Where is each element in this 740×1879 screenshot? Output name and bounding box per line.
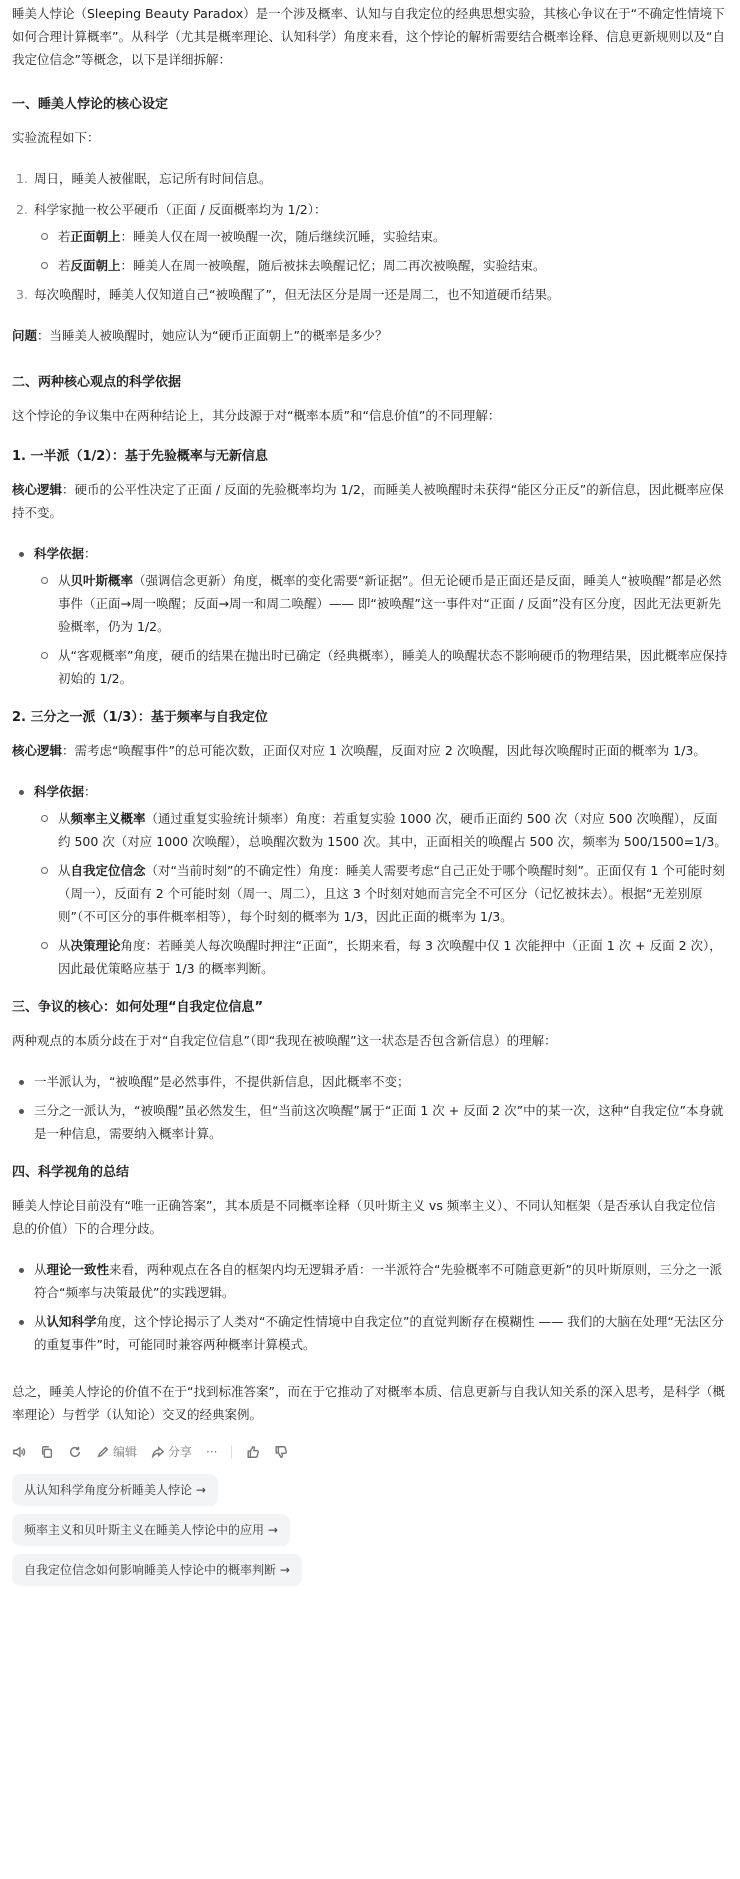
list-item: 从决策理论角度：若睡美人每次唤醒时押注“正面”，长期来看，每 3 次唤醒中仅 1 次能押中（正面 1 次 + 反面 2 次），因此最优策略应基于 1/3 的概率判断。 bbox=[34, 934, 728, 980]
list-item: 从自我定位信念（对“当前时刻”的不确定性）角度：睡美人需要考虑“自己正处于哪个唤醒时刻”。正面仅有 1 个可能时刻（周一），反面有 2 个可能时刻（周一、周二），且这 3 个时刻对她而言完全不可区分（记忆被抹去）。根据“无差别原则”（不可区分的事件概率相等），每个时刻的概率为 1/3，因此正面的概率为 1/3。 bbox=[34, 859, 728, 928]
list-number: 3. bbox=[16, 287, 28, 302]
section-4-lead: 睡美人悖论目前没有“唯一正确答案”，其本质是不同概率诠释（贝叶斯主义 vs 频率主义）、不同认知框架（是否承认自我定位信息的价值）下的合理分歧。 bbox=[12, 1198, 716, 1236]
section-3-heading: 三、争议的核心：如何处理“自我定位信息” bbox=[12, 1000, 264, 1015]
half-camp-logic: 核心逻辑：硬币的公平性决定了正面 / 反面的先验概率均为 1/2，而睡美人被唤醒时未获得“能区分正反”的新信息，因此概率应保持不变。 bbox=[12, 482, 724, 520]
list-item: 若正面朝上：睡美人仅在周一被唤醒一次，随后继续沉睡，实验结束。 bbox=[34, 225, 728, 248]
list-item: 一半派认为，“被唤醒”是必然事件，不提供新信息，因此概率不变； bbox=[12, 1070, 728, 1093]
half-camp-basis-list bbox=[12, 542, 728, 690]
list-item: 3. 每次唤醒时，睡美人仅知道自己“被唤醒了”，但无法区分是周一还是周二，也不知道硬币结果。 bbox=[12, 283, 728, 306]
suggestion-chip[interactable]: 频率主义和贝叶斯主义在睡美人悖论中的应用 → bbox=[12, 1514, 290, 1546]
list-item: 从频率主义概率（通过重复实验统计频率）角度：若重复实验 1000 次，硬币正面约 500 次（对应 500 次唤醒），反面约 500 次（对应 1000 次唤醒），总唤醒次数为 1500 次。其中，正面相关的唤醒占 500 次，频率为 500/1500=1/3。 bbox=[34, 807, 728, 853]
section-3-lead: 两种观点的本质分歧在于对“自我定位信息”（即“我现在被唤醒”这一状态是否包含新信息）的理解： bbox=[12, 1033, 557, 1048]
question-paragraph: 问题：当睡美人被唤醒时，她应认为“硬币正面朝上”的概率是多少？ bbox=[12, 328, 388, 343]
third-camp-title: 2. 三分之一派（1/3）：基于频率与自我定位 bbox=[12, 710, 268, 725]
conclusion-paragraph: 总之，睡美人悖论的价值不在于“找到标准答案”，而在于它推动了对概率本质、信息更新与自我认知关系的深入思考，是科学（概率理论）与哲学（认知论）交叉的经典案例。 bbox=[12, 1384, 725, 1422]
divider bbox=[231, 1445, 232, 1459]
list-item: 若反面朝上：睡美人在周一被唤醒，随后被抹去唤醒记忆；周二再次被唤醒，实验结束。 bbox=[34, 254, 728, 277]
section-1-lead: 实验流程如下： bbox=[12, 130, 100, 145]
suggested-questions bbox=[12, 1474, 728, 1594]
intro-paragraph: 睡美人悖论（Sleeping Beauty Paradox）是一个涉及概率、认知与自我定位的经典思想实验，其核心争议在于“不确定性情境下如何合理计算概率”。从科学（尤其是概率理论、认知科学）角度来看，这个悖论的解析需要结合概率诠释、信息更新规则以及“自我定位信念”等概念，以下是详细拆解： bbox=[12, 6, 725, 67]
third-camp-basis-list bbox=[12, 780, 728, 980]
list-item: 从理论一致性来看，两种观点在各自的框架内均无逻辑矛盾：一半派符合“先验概率不可随意更新”的贝叶斯原则，三分之一派符合“频率与决策最优”的实践逻辑。 bbox=[12, 1258, 728, 1304]
speaker-icon[interactable] bbox=[12, 1445, 26, 1459]
section-3-list bbox=[12, 1070, 728, 1145]
thumbs-up-icon[interactable] bbox=[246, 1445, 260, 1459]
list-number: 1. bbox=[16, 171, 28, 186]
list-item: 科学依据： 从频率主义概率（通过重复实验统计频率）角度：若重复实验 1000 次，硬币正面约 500 次（对应 500 次唤醒），反面约 500 次（对应 1000 次唤醒），总唤醒次数为 1500 次。其中，正面相关的唤醒占 500 次，频率为 500/1500=1/3。 从自我定位信念（对“当前时刻”的不确定性）角度：睡美人需要考虑“自己正处于哪个唤醒时刻”。正面仅有 1 个可能时刻（周一），反面有 2 个可能时刻（周一、周二），且这 3 个时刻对她而言完全不可区分（记忆被抹去）。根据“无差别原则”（不可区分的事件概率相等），每个时刻的概率为 1/3，因此正面的概率为 1/3。 从决策理论角度：若睡美人每次唤醒时押注“正面”，长期来看，每 3 次唤醒中仅 1 次能押中（正面 1 次 + 反面 2 次），因此最优策略应基于 1/3 的概率判断。 bbox=[12, 780, 728, 980]
message-actions bbox=[12, 1440, 728, 1464]
edit-icon bbox=[96, 1445, 110, 1459]
list-item: 三分之一派认为，“被唤醒”虽必然发生，但“当前这次唤醒”属于“正面 1 次 + 反面 2 次”中的某一次，这种“自我定位”本身就是一种信息，需要纳入概率计算。 bbox=[12, 1099, 728, 1145]
share-icon bbox=[151, 1445, 165, 1459]
list-item: 从贝叶斯概率（强调信念更新）角度，概率的变化需要“新证据”。但无论硬币是正面还是反面，睡美人“被唤醒”都是必然事件（正面→周一唤醒；反面→周一和周二唤醒）—— 即“被唤醒”这一事件对“正面 / 反面”没有区分度，因此无法更新先验概率，仍为 1/2。 bbox=[34, 569, 728, 638]
section-2-heading: 二、两种核心观点的科学依据 bbox=[12, 375, 182, 390]
section-4-list bbox=[12, 1258, 728, 1356]
coin-outcomes-list bbox=[34, 225, 728, 277]
thumbs-down-icon[interactable] bbox=[274, 1445, 288, 1459]
suggestion-chip[interactable]: 自我定位信念如何影响睡美人悖论中的概率判断 → bbox=[12, 1554, 302, 1586]
suggestion-chip[interactable]: 从认知科学角度分析睡美人悖论 → bbox=[12, 1474, 218, 1506]
copy-icon[interactable] bbox=[40, 1445, 54, 1459]
steps-list bbox=[12, 167, 728, 306]
list-item: 从认知科学角度，这个悖论揭示了人类对“不确定性情境中自我定位”的直觉判断存在模糊性 —— 我们的大脑在处理“无法区分的重复事件”时，可能同时兼容两种概率计算模式。 bbox=[12, 1310, 728, 1356]
list-item: 科学依据： 从贝叶斯概率（强调信念更新）角度，概率的变化需要“新证据”。但无论硬币是正面还是反面，睡美人“被唤醒”都是必然事件（正面→周一唤醒；反面→周一和周二唤醒）—— 即“被唤醒”这一事件对“正面 / 反面”没有区分度，因此无法更新先验概率，仍为 1/2。 从“客观概率”角度，硬币的结果在抛出时已确定（经典概率），睡美人的唤醒状态不影响硬币的物理结果，因此概率应保持初始的 1/2。 bbox=[12, 542, 728, 690]
list-item: 1. 周日，睡美人被催眠，忘记所有时间信息。 bbox=[12, 167, 728, 190]
regenerate-icon[interactable] bbox=[68, 1445, 82, 1459]
third-camp-logic: 核心逻辑：需考虑“唤醒事件”的总可能次数，正面仅对应 1 次唤醒，反面对应 2 次唤醒，因此每次唤醒时正面的概率为 1/3。 bbox=[12, 743, 706, 758]
list-item: 从“客观概率”角度，硬币的结果在抛出时已确定（经典概率），睡美人的唤醒状态不影响硬币的物理结果，因此概率应保持初始的 1/2。 bbox=[34, 644, 728, 690]
list-number: 2. bbox=[16, 202, 28, 217]
edit-button[interactable]: 编辑 bbox=[96, 1441, 137, 1464]
section-1-heading: 一、睡美人悖论的核心设定 bbox=[12, 97, 169, 112]
half-camp-title: 1. 一半派（1/2）：基于先验概率与无新信息 bbox=[12, 449, 268, 464]
section-4-heading: 四、科学视角的总结 bbox=[12, 1165, 130, 1180]
more-button[interactable]: ··· bbox=[206, 1444, 218, 1459]
section-2-lead: 这个悖论的争议集中在两种结论上，其分歧源于对“概率本质”和“信息价值”的不同理解： bbox=[12, 408, 501, 423]
share-button[interactable]: 分享 bbox=[151, 1441, 192, 1464]
list-item: 2. 科学家抛一枚公平硬币（正面 / 反面概率均为 1/2）： 若正面朝上：睡美人仅在周一被唤醒一次，随后继续沉睡，实验结束。 若反面朝上：睡美人在周一被唤醒，随后被抹去唤醒记忆；周二再次被唤醒，实验结束。 bbox=[12, 198, 728, 277]
